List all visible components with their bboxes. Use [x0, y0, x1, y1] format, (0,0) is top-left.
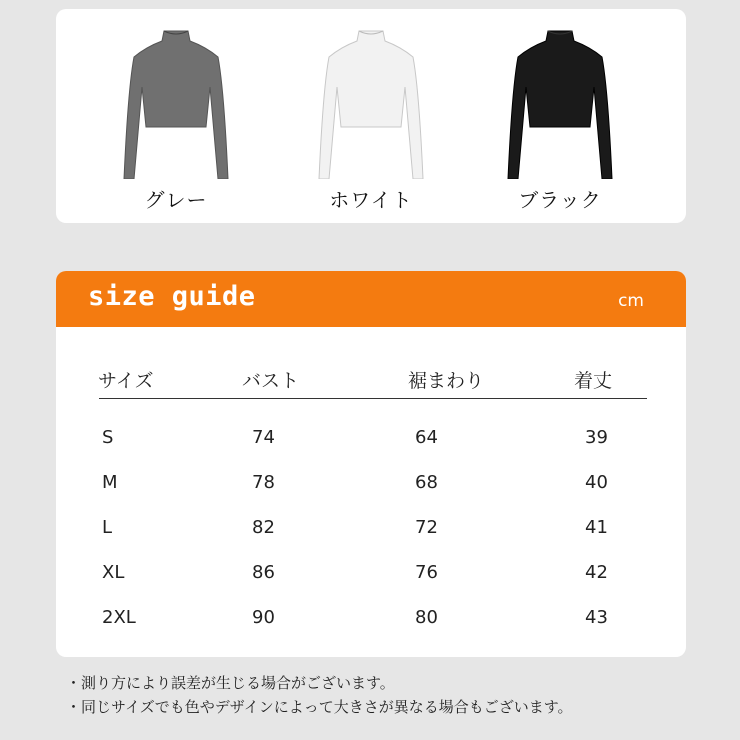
cell-hem: 76 — [415, 562, 438, 583]
white-turtleneck-shirt-image — [301, 29, 441, 179]
cell-size: S — [102, 427, 114, 448]
header-divider — [99, 398, 647, 399]
color-label-gray: グレー — [144, 188, 208, 212]
cell-bust: 86 — [252, 562, 275, 583]
color-options-card — [56, 9, 686, 223]
cell-hem: 64 — [415, 427, 438, 448]
color-option-white[interactable] — [301, 29, 441, 219]
cell-length: 41 — [585, 517, 608, 538]
header-hem: 裾まわり — [408, 370, 485, 392]
note-size-variation: ・同じサイズでも色やデザインによって大きさが異なる場合もございます。 — [66, 698, 573, 716]
cell-size: XL — [102, 562, 125, 583]
header-size: サイズ — [98, 370, 154, 392]
header-bust: バスト — [242, 370, 300, 392]
color-label-white: ホワイト — [329, 188, 413, 212]
note-measurement-error: ・測り方により誤差が生じる場合がございます。 — [66, 674, 395, 692]
cell-hem: 72 — [415, 517, 438, 538]
header-length: 着丈 — [574, 370, 613, 392]
cell-bust: 90 — [252, 607, 275, 628]
cell-length: 40 — [585, 472, 608, 493]
cell-length: 42 — [585, 562, 608, 583]
cell-size: M — [102, 472, 118, 493]
gray-turtleneck-shirt-image — [106, 29, 246, 179]
cell-size: 2XL — [102, 607, 136, 628]
size-guide-card — [56, 271, 686, 657]
color-option-gray[interactable] — [106, 29, 246, 219]
color-option-black[interactable] — [490, 29, 630, 219]
size-notes — [66, 671, 573, 719]
cell-length: 39 — [585, 427, 608, 448]
cell-hem: 68 — [415, 472, 438, 493]
cell-size: L — [102, 517, 113, 538]
cell-bust: 82 — [252, 517, 275, 538]
cell-bust: 74 — [252, 427, 275, 448]
size-guide-unit: cm — [618, 291, 644, 311]
cell-length: 43 — [585, 607, 608, 628]
black-turtleneck-shirt-image — [490, 29, 630, 179]
size-guide-title: size guide — [88, 281, 256, 312]
cell-bust: 78 — [252, 472, 275, 493]
cell-hem: 80 — [415, 607, 438, 628]
color-label-black: ブラック — [518, 188, 602, 212]
size-guide-header — [56, 271, 686, 327]
